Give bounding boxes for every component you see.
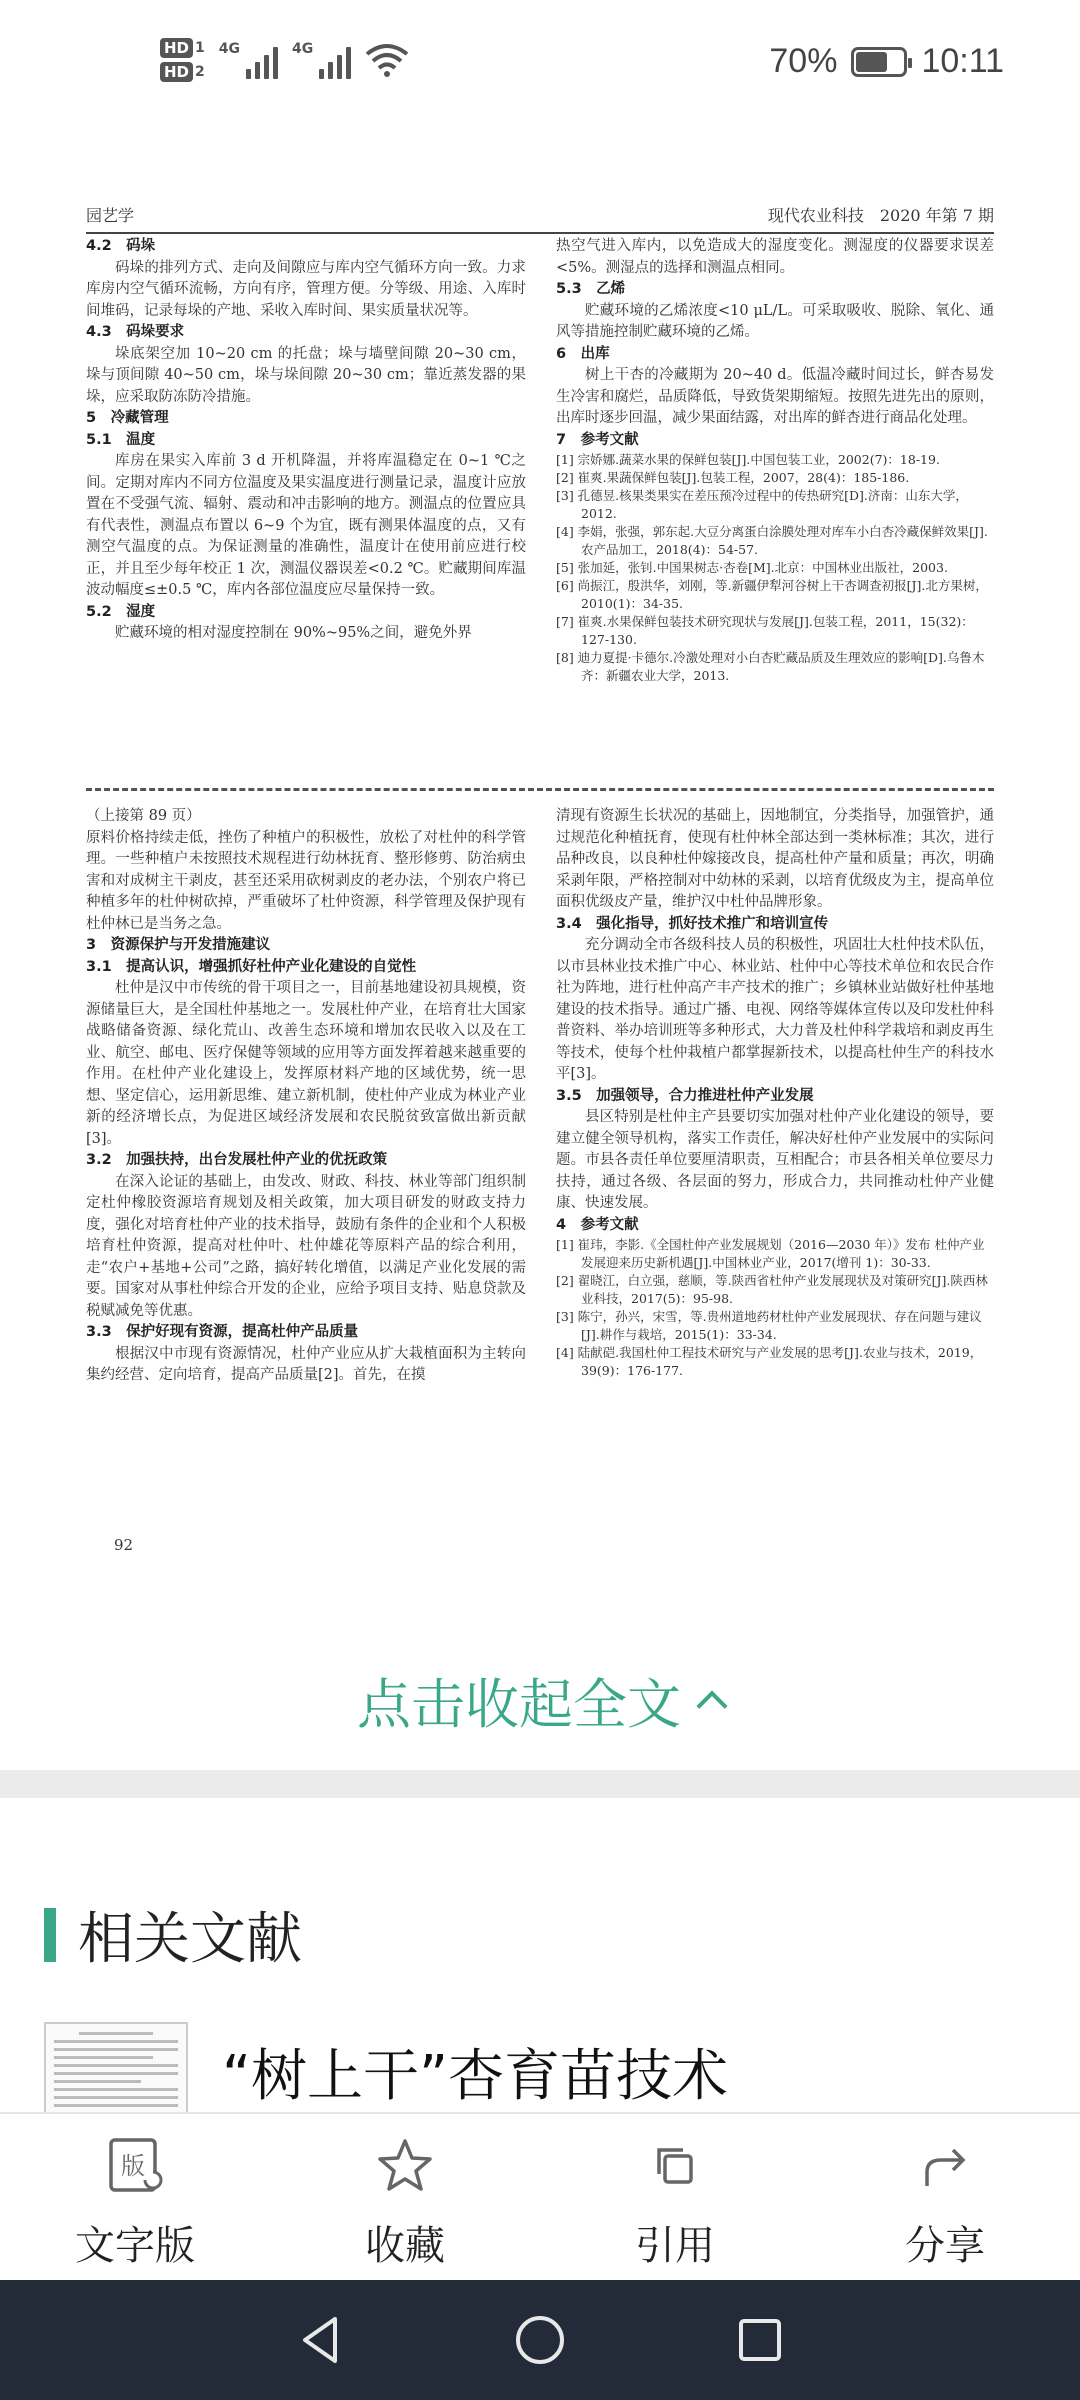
- cite-label: 引用: [635, 2223, 715, 2269]
- paragraph: 原料价格持续走低，挫伤了种植户的积极性，放松了对杜仲的科学管理。一些种植户未按照技术规程进行幼林抚育、整形修剪、防治病虫害和对成树主干剥皮，甚至还采用砍树剥皮的老办法，个别农户将已种植多年的杜仲树砍掉，严重破坏了杜仲资源，科学管理及保护现有杜仲林已是当务之急。: [86, 829, 526, 932]
- svg-text:版: 版: [121, 2152, 145, 2180]
- copy-icon: [643, 2134, 707, 2198]
- section-heading: 4.3 码垛要求: [86, 324, 185, 340]
- battery-level: [856, 52, 887, 72]
- share-button[interactable]: [810, 2114, 1080, 2280]
- article-page: [0, 110, 1080, 1630]
- reference-item: [4] 李娟，张强，郭东起.大豆分离蛋白涂膜处理对库车小白杏冷藏保鲜效果[J].农产品加工，2018(4)：54-57.: [556, 524, 988, 557]
- section-separator: [0, 1770, 1080, 1798]
- status-right: [769, 42, 1004, 81]
- hd-indicators: [160, 38, 205, 82]
- star-icon: [373, 2134, 437, 2198]
- left-column-top: [86, 236, 526, 645]
- section-heading: 3 资源保护与开发措施建议: [86, 937, 271, 953]
- reference-item: [8] 迪力夏提·卡德尔.冷激处理对小白杏贮藏品质及生理效应的影响[D].乌鲁木齐：新疆农业大学，2013.: [556, 650, 985, 683]
- wifi-icon: [365, 42, 409, 78]
- section-heading: 3.1 提高认识，增强抓好杜仲产业化建设的自觉性: [86, 958, 417, 975]
- related-heading: 相关文献: [78, 1907, 302, 1972]
- section-heading: 3.2 加强扶持，出台发展杜仲产业的优抚政策: [86, 1152, 388, 1168]
- network-type-2: 4G: [292, 41, 314, 57]
- network-type-1: 4G: [218, 41, 240, 57]
- text-version-label: 文字版: [75, 2223, 195, 2269]
- recents-icon[interactable]: [730, 2310, 790, 2370]
- paragraph: 树上干杏的冷藏期为 20~40 d。低温冷藏时间过长，鲜杏易发生冷害和腐烂，品质降低，导致货架期缩短。按照先进先出的原则，出库时逐步回温，减少果面结露，对出库的鲜杏进行商品化处理。: [556, 367, 994, 426]
- section-heading: 4 参考文献: [556, 1216, 639, 1233]
- paragraph: 贮藏环境的相对湿度控制在 90%~95%之间，避免外界: [115, 625, 472, 641]
- section-heading: 5.1 温度: [86, 431, 156, 448]
- paragraph: 库房在果实入库前 3 d 开机降温，并将库温稳定在 0~1 ℃之间。定期对库内不同方位温度及果实温度进行测量记录，温度计应放置在不受强气流、辐射、震动和冲击影响的地方。测温点的位置应具有代表性，测温点布置以 6~9 个为宜，既有测果体温度的点，又有测空气温度的点。为保证测量的准确性，温度计在使用前应进行校正，并且至少每年校正 1 次，测温仪器误差<0.2 ℃。贮藏期间库温波动幅度≤±0.5 ℃，库内各部位温度应尽量保持一致。: [86, 453, 526, 598]
- signal-2-icon: [292, 41, 351, 79]
- reference-item: [2] 翟晓江，白立强，慈顺，等.陕西省杜仲产业发展现状及对策研究[J].陕西林业科技，2017(5)：95-98.: [556, 1273, 988, 1306]
- hd1-number: 1: [195, 40, 205, 56]
- home-icon[interactable]: [510, 2310, 570, 2370]
- section-heading: 5.3 乙烯: [556, 281, 626, 297]
- section-heading: 5.2 湿度: [86, 603, 156, 620]
- reference-item: [7] 崔爽.水果保鲜包装技术研究现状与发展[J].包装工程，2011，15(32)：127-130.: [556, 614, 974, 647]
- hd1-indicator: [160, 38, 205, 58]
- paragraph: 码垛的排列方式、走向及间隙应与库内空气循环方向一致。力求库房内空气循环流畅，方向有序，管理方便。分等级、用途、入库时间堆码，记录每垛的产地、采收入库时间、果实质量状况等。: [86, 259, 526, 319]
- clock: 10:11: [921, 42, 1004, 80]
- section-heading: 5 冷藏管理: [86, 410, 169, 426]
- section-heading: 4.2 码垛: [86, 238, 156, 254]
- chevron-up-icon: [696, 1690, 727, 1721]
- related-item-title: “树上干”杏育苗技术: [222, 2044, 729, 2109]
- related-thumbnail: [44, 2022, 188, 2122]
- reference-item: [3] 孔德昱.核果类果实在差压预冷过程中的传热研究[D].济南：山东大学，2012.: [556, 488, 968, 521]
- reference-item: [6] 尚振江，殷洪华，刘刚，等.新疆伊犁河谷树上干杏调查初报[J].北方果树，2010(1)：34-35.: [556, 578, 988, 611]
- favorite-button[interactable]: [270, 2114, 540, 2280]
- back-icon[interactable]: [290, 2310, 350, 2370]
- collapse-fulltext-button[interactable]: [0, 1630, 1080, 1770]
- page-header: [86, 198, 994, 234]
- share-icon: [913, 2134, 977, 2198]
- paragraph: 贮藏环境的乙烯浓度<10 μL/L。可采取吸收、脱除、氧化、通风等措施控制贮藏环境的乙烯。: [556, 302, 994, 340]
- bottom-toolbar: [0, 2112, 1080, 2280]
- cite-button[interactable]: [540, 2114, 810, 2280]
- section-divider: [86, 788, 994, 791]
- right-column-top: [556, 236, 994, 685]
- status-bar: [0, 0, 1080, 110]
- hd2-number: 2: [195, 64, 205, 80]
- reference-item: [2] 崔爽.果蔬保鲜包装[J].包装工程，2007，28(4)：185-186.: [556, 470, 910, 485]
- paragraph: 县区特别是杜仲主产县要切实加强对杜仲产业化建设的领导，要建立健全领导机构，落实工作责任，解决好杜仲产业发展中的实际问题。市县各责任单位要厘清职责，互相配合；市县各相关单位要尽力扶持，通过各级、各层面的努力，形成合力，共同推动杜仲产业健康、快速发展。: [556, 1109, 994, 1211]
- related-section-title: [44, 1895, 302, 1975]
- paragraph: 热空气进入库内，以免造成大的湿度变化。测湿度的仪器要求误差<5%。测湿点的选择和测温点相同。: [556, 238, 994, 276]
- paragraph: 在深入论证的基础上，由发改、财政、科技、林业等部门组织制定杜仲橡胶资源培育规划及相关政策，加大项目研发的财政支持力度，强化对培育杜仲产业的技术指导，鼓励有条件的企业和个人积极培育杜仲资源，提高对杜仲叶、杜仲雄花等原料产品的综合利用，走“农户+基地+公司”之路，搞好转化增值，以满足产业化发展的需要。国家对从事杜仲综合开发的企业，应给予项目支持、贴息贷款及税赋减免等优惠。: [86, 1173, 526, 1319]
- text-version-button[interactable]: [0, 2114, 270, 2280]
- signal-1-icon: [219, 41, 278, 79]
- related-item[interactable]: [44, 2022, 728, 2122]
- reference-item: [1] 宗娇娜.蔬菜水果的保鲜包装[J].中国包装工业，2002(7)：18-19.: [556, 452, 940, 467]
- section-heading: 3.3 保护好现有资源，提高杜仲产品质量: [86, 1324, 359, 1340]
- reference-item: [4] 陆献硙.我国杜仲工程技术研究与产业发展的思考[J].农业与技术，2019，39(9)：176-177.: [556, 1345, 983, 1378]
- page-header-left: 园艺学: [86, 206, 135, 225]
- favorite-label: 收藏: [365, 2223, 445, 2269]
- collapse-label: 点击收起全文: [357, 1672, 681, 1736]
- paragraph: 充分调动全市各级科技人员的积极性，巩固壮大杜仲技术队伍，以市县林业技术推广中心、林业站、杜仲中心等技术单位和农民合作社为阵地，进行杜仲高产丰产技术的推广；乡镇林业站做好杜仲基地建设的技术指导。通过广播、电视、网络等媒体宣传以及印发杜仲科普资料、举办培训班等多种形式，大力普及杜仲科学栽培和剥皮再生等技术，使每个杜仲栽植户都掌握新技术，以提高杜仲生产的科技水平[3]。: [556, 937, 994, 1082]
- paragraph: 清现有资源生长状况的基础上，因地制宜，分类指导，加强管护，通过规范化种植抚育，使现有杜仲林全部达到一类林标准；其次，进行品种改良，以良种杜仲嫁接改良，提高杜仲产量和质量；再次，明确采剥年限，严格控制对中幼林的采剥，以培育优级皮为主，提高单位面积优级皮产量，维护汉中杜仲品牌形象。: [556, 808, 994, 910]
- hd1-icon: HD: [160, 38, 193, 58]
- page-number: 92: [114, 1536, 134, 1554]
- hd2-indicator: [160, 62, 205, 82]
- accent-bar: [44, 1908, 56, 1962]
- section-heading: 3.4 强化指导，抓好技术推广和培训宣传: [556, 915, 829, 932]
- section-heading: 7 参考文献: [556, 431, 639, 448]
- paragraph: 根据汉中市现有资源情况，杜仲产业应从扩大栽植面积为主转向集约经营、定向培育，提高产品质量[2]。首先，在摸: [86, 1345, 526, 1383]
- right-column-bottom: [556, 806, 994, 1380]
- section-heading: 3.5 加强领导，合力推进杜仲产业发展: [556, 1087, 814, 1104]
- status-left: [160, 38, 409, 82]
- share-label: 分享: [905, 2223, 985, 2269]
- reference-item: [3] 陈宁，孙兴，宋雪，等.贵州道地药材杜仲产业发展现状、存在问题与建议[J].耕作与栽培，2015(1)：33-34.: [556, 1309, 982, 1342]
- paragraph: 杜仲是汉中市传统的骨干项目之一，目前基地建设初具规模，资源储量巨大，是全国杜仲基地之一。发展杜仲产业，在培育壮大国家战略储备资源、绿化荒山、改善生态环境和增加农民收入以及在工业、航空、邮电、医疗保健等领域的应用等方面发挥着越来越重要的作用。在杜仲产业化建设上，发挥原材料产地的区域优势，统一思想、坚定信心，运用新思维、建立新机制，使杜仲产业成为林业产业新的经济增长点，为促进区域经济发展和农民脱贫致富做出新贡献[3]。: [86, 980, 526, 1147]
- system-navigation-bar: [0, 2280, 1080, 2400]
- battery-percent: 70%: [769, 42, 838, 80]
- reference-item: [5] 张加延，张钊.中国果树志·杏卷[M].北京：中国林业出版社，2003.: [556, 560, 948, 575]
- battery-icon: [851, 47, 907, 77]
- page-header-right: 现代农业科技 2020 年第 7 期: [767, 206, 994, 225]
- hd2-icon: HD: [160, 62, 193, 82]
- paragraph: 垛底架空加 10~20 cm 的托盘；垛与墙壁间隙 20~30 cm，垛与顶间隙 40~50 cm，垛与垛间隙 20~30 cm；靠近蒸发器的果垛，应采取防冻防冷措施。: [86, 345, 526, 405]
- paragraph: （上接第 89 页）: [86, 808, 201, 824]
- reference-item: [1] 崔玮，李影.《全国杜仲产业发展规划（2016—2030 年）》发布 杜仲产业发展迎来历史新机遇[J].中国林业产业，2017(增刊 1)：30-33.: [556, 1237, 985, 1270]
- left-column-bottom: [86, 806, 526, 1387]
- section-heading: 6 出库: [556, 345, 610, 362]
- text-version-icon: [103, 2134, 167, 2198]
